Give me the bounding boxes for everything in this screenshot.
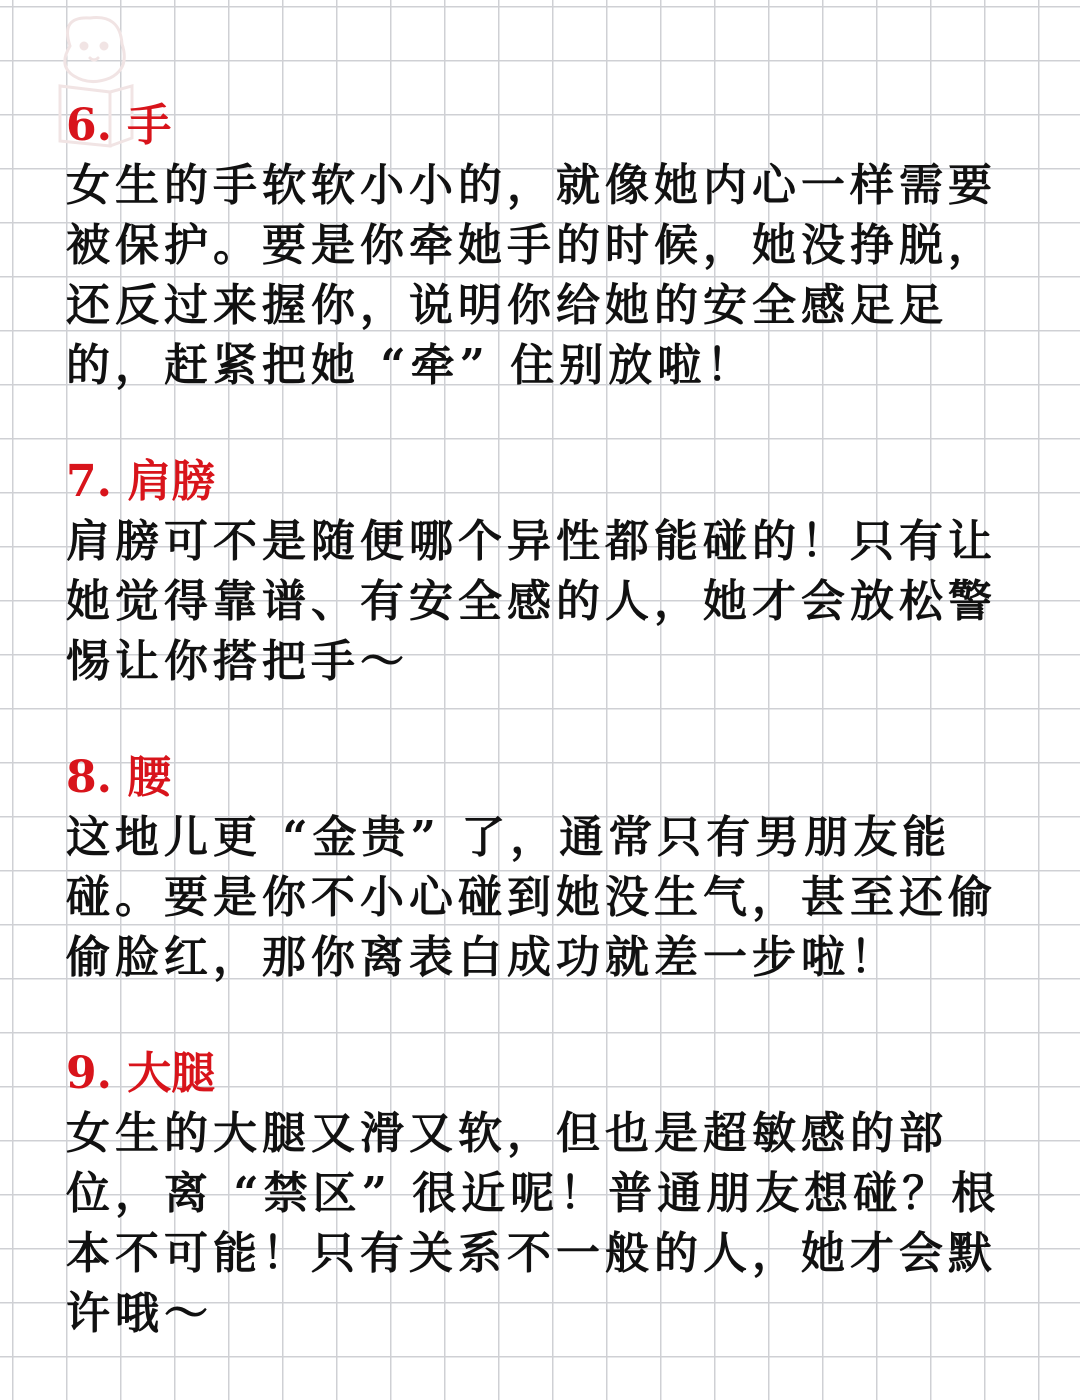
- section-hand: [66, 96, 1026, 396]
- section-title: 9. 大腿: [66, 1048, 216, 1099]
- section-thigh: [66, 1044, 1026, 1344]
- section-body: 女生的大腿又滑又软，但也是超敏感的部位，离 “禁区” 很近呢！普通朋友想碰？根本不可能！只有关系不一般的人，她才会默许哦～: [66, 1108, 1001, 1339]
- content-area: [66, 96, 1026, 1400]
- section-waist: [66, 748, 1026, 988]
- section-body: 肩膀可不是随便哪个异性都能碰的！只有让她觉得靠谱、有安全感的人，她才会放松警惕让你搭把手～: [66, 516, 997, 687]
- section-body: 这地儿更 “金贵” 了，通常只有男朋友能碰。要是你不小心碰到她没生气，甚至还偷偷脸红，那你离表白成功就差一步啦！: [66, 812, 997, 983]
- section-shoulder: [66, 452, 1026, 692]
- section-body: 女生的手软软小小的，就像她内心一样需要被保护。要是你牵她手的时候，她没挣脱，还反过来握你，说明你给她的安全感足足的，赶紧把她 “牵” 住别放啦！: [66, 160, 997, 391]
- section-title: 6. 手: [66, 100, 172, 151]
- section-title: 7. 肩膀: [66, 456, 216, 507]
- section-title: 8. 腰: [66, 752, 172, 803]
